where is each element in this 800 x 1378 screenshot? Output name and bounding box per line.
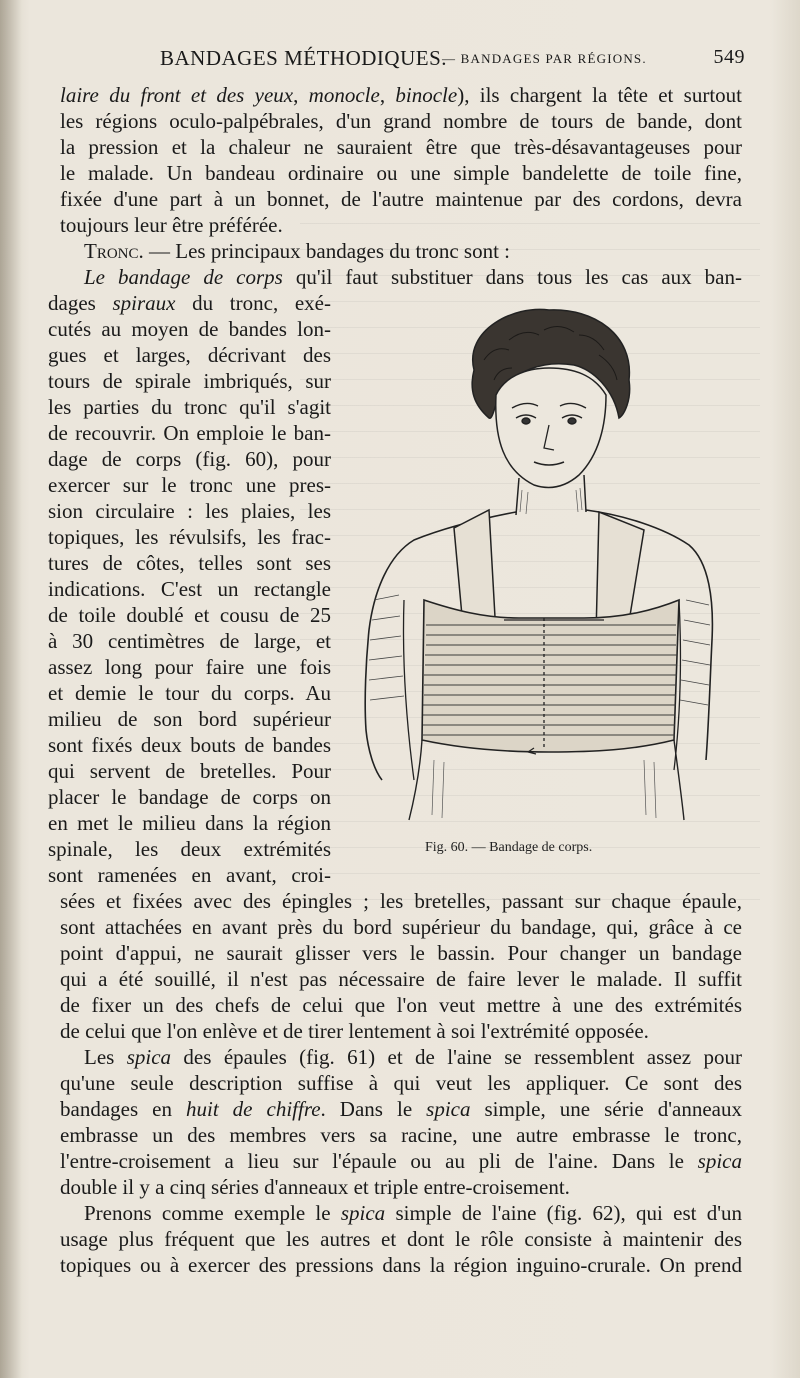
narrow-line: et demie le tour du corps. Au (48, 681, 331, 705)
body-line: qu'une seule description suffise à qui veut les appliquer. Ce sont des (60, 1071, 742, 1095)
body-line: Prenons comme exemple le spica simple de l'aine (fig. 62), qui est d'un (84, 1201, 742, 1225)
narrow-line: de recouvrir. On emploie le ban- (48, 421, 331, 445)
body-line: laire du front et des yeux, monocle, binocle), ils chargent la tête et surtout (60, 83, 743, 107)
narrow-line: indications. C'est un rectangle (48, 577, 331, 601)
lower-hatching (432, 760, 656, 818)
body-line: l'entre-croisement a lieu sur l'épaule ou au pli de l'aine. Dans le spica (60, 1149, 742, 1173)
narrow-line: dage de corps (fig. 60), pour (48, 447, 331, 471)
neck-hatching (520, 488, 582, 514)
figure-drawing (344, 300, 744, 830)
narrow-line: cutés au moyen de bandes lon- (48, 317, 331, 341)
body-line: de fixer un des chefs de celui que l'on veut mettre à une des extrémités (60, 993, 742, 1017)
narrow-line: sont fixés deux bouts de bandes (48, 733, 331, 757)
body-line: point d'appui, ne saurait glisser vers le bassin. Pour changer un bandage (60, 941, 742, 965)
narrow-line: milieu de son bord supérieur (48, 707, 331, 731)
bandage-rectangle (422, 600, 679, 752)
narrow-line: placer le bandage de corps on (48, 785, 331, 809)
section-title: — BANDAGES PAR RÉGIONS. (442, 51, 647, 66)
narrow-line: à 30 centimètres de large, et (48, 629, 331, 653)
body-line: fixée d'une part à un bonnet, de l'autre maintenue par des cordons, devra (60, 187, 742, 211)
body-line: sées et fixées avec des épingles ; les bretelles, passant sur chaque épaule, (60, 889, 742, 913)
narrow-line: qui servent de bretelles. Pour (48, 759, 331, 783)
narrow-line: les parties du tronc qu'il s'agit (48, 395, 331, 419)
narrow-line: dages spiraux du tronc, exé- (48, 291, 331, 315)
body-line: embrasse un des membres vers sa racine, une autre embrasse le tronc, (60, 1123, 742, 1147)
body-line: de celui que l'on enlève et de tirer lentement à soi l'extrémité opposée. (60, 1019, 649, 1043)
face-shape (496, 368, 606, 488)
body-line: la pression et la chaleur ne sauraient être que très-désavantageuses pour (60, 135, 742, 159)
bandage-de-corps-illustration (344, 300, 744, 830)
narrow-line: spinale, les deux extrémités (48, 837, 331, 861)
body-line-section: Tronc. — Les principaux bandages du tronc sont : (84, 239, 511, 263)
body-line: le malade. Un bandeau ordinaire ou une simple bandelette de toile fine, (60, 161, 742, 185)
body-line: Le bandage de corps qu'il faut substituer dans tous les cas aux ban- (84, 265, 742, 289)
narrow-line: gues et larges, décrivant des (48, 343, 331, 367)
running-title: BANDAGES MÉTHODIQUES. (160, 46, 447, 70)
page-header (160, 42, 745, 72)
body-line: usage plus fréquent que les autres et dont le rôle consiste à maintenir des (60, 1227, 742, 1251)
body-line: Les spica des épaules (fig. 61) et de l'aine se ressemblent assez pour (84, 1045, 742, 1069)
body-line: double il y a cinq séries d'anneaux et triple entre-croisement. (60, 1175, 570, 1199)
body-line: qui a été souillé, il n'est pas nécessaire de faire lever le malade. Il suffit (60, 967, 742, 991)
narrow-line: topiques, les révulsifs, les frac- (48, 525, 331, 549)
narrow-line: de toile doublé et cousu de 25 (48, 603, 331, 627)
body-line: sont attachées en avant près du bord supérieur du bandage, qui, grâce à ce (60, 915, 742, 939)
narrow-line: tures de côtes, telles sont ses (48, 551, 331, 575)
gutter-shadow (0, 0, 22, 1378)
body-line: topiques ou à exercer des pressions dans la région inguino-crurale. On prend (60, 1253, 742, 1277)
narrow-line: sont ramenées en avant, croi- (48, 863, 331, 887)
narrow-line: sion circulaire : les plaies, les (48, 499, 331, 523)
body-line: bandages en huit de chiffre. Dans le spica simple, une série d'anneaux (60, 1097, 742, 1121)
body-line: les régions oculo-palpébrales, d'un grand nombre de tours de bande, dont (60, 109, 742, 133)
narrow-line: en met le milieu dans la région (48, 811, 331, 835)
narrow-line: exercer sur le tronc une pres- (48, 473, 331, 497)
body-line: toujours leur être préférée. (60, 213, 283, 237)
figure-caption: Fig. 60. — Bandage de corps. (425, 840, 593, 855)
page-number: 549 (713, 46, 745, 68)
narrow-line: assez long pour faire une fois (48, 655, 331, 679)
narrow-line: tours de spirale imbriqués, sur (48, 369, 331, 393)
